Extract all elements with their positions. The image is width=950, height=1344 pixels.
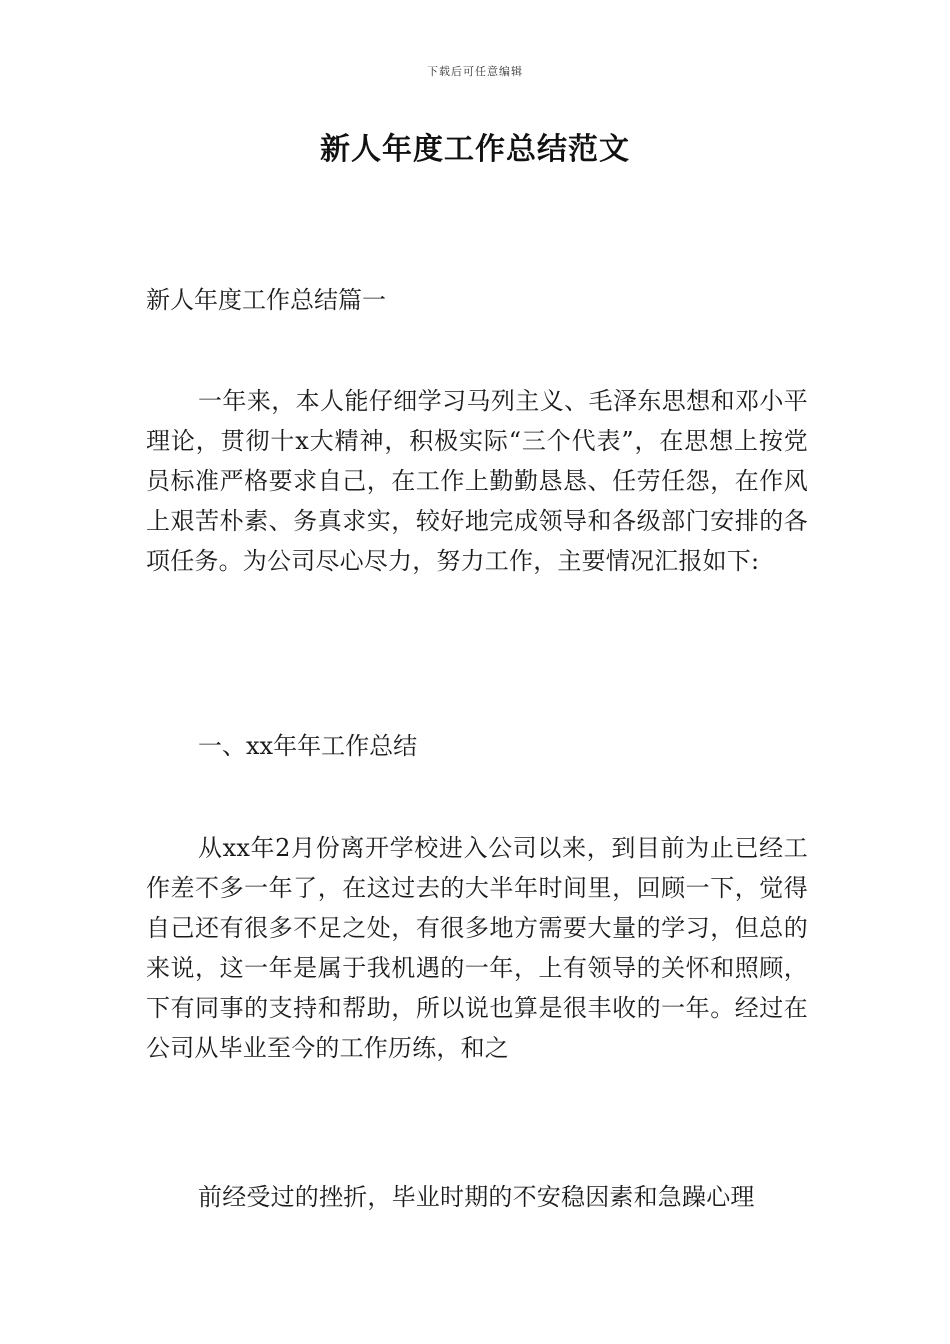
paragraph-since-joining: 从xx年2月份离开学校进入公司以来，到目前为止已经工作差不多一年了，在这过去的大半年时间里，回顾一下，觉得自己还有很多不足之处，有很多地方需要大量的学习，但总的来说，这一年是属于我机遇的一年，上有领导的关怀和照顾，下有同事的支持和帮助，所以说也算是很丰收的一年。经过在公司从毕业至今的工作历练，和之 xyxy=(146,834,808,1062)
paragraph-intro: 一年来，本人能仔细学习马列主义、毛泽东思想和邓小平理论，贯彻十x大精神，积极实际“三个代表”，在思想上按党员标准严格要求自己，在工作上勤勤恳恳、任劳任怨，在作风上艰苦朴素、务真求实，较好地完成领导和各级部门安排的各项任务。为公司尽心尽力，努力工作，主要情况汇报如下: xyxy=(146,387,808,575)
paragraph-continuation: 前经受过的挫折，毕业时期的不安稳因素和急躁心理 xyxy=(198,1183,755,1211)
subheading-year-summary: 一、xx年年工作总结 xyxy=(198,732,418,760)
header-note: 下载后可任意编辑 xyxy=(427,65,523,78)
section-heading: 新人年度工作总结篇一 xyxy=(146,286,386,314)
document-title: 新人年度工作总结范文 xyxy=(320,132,630,167)
